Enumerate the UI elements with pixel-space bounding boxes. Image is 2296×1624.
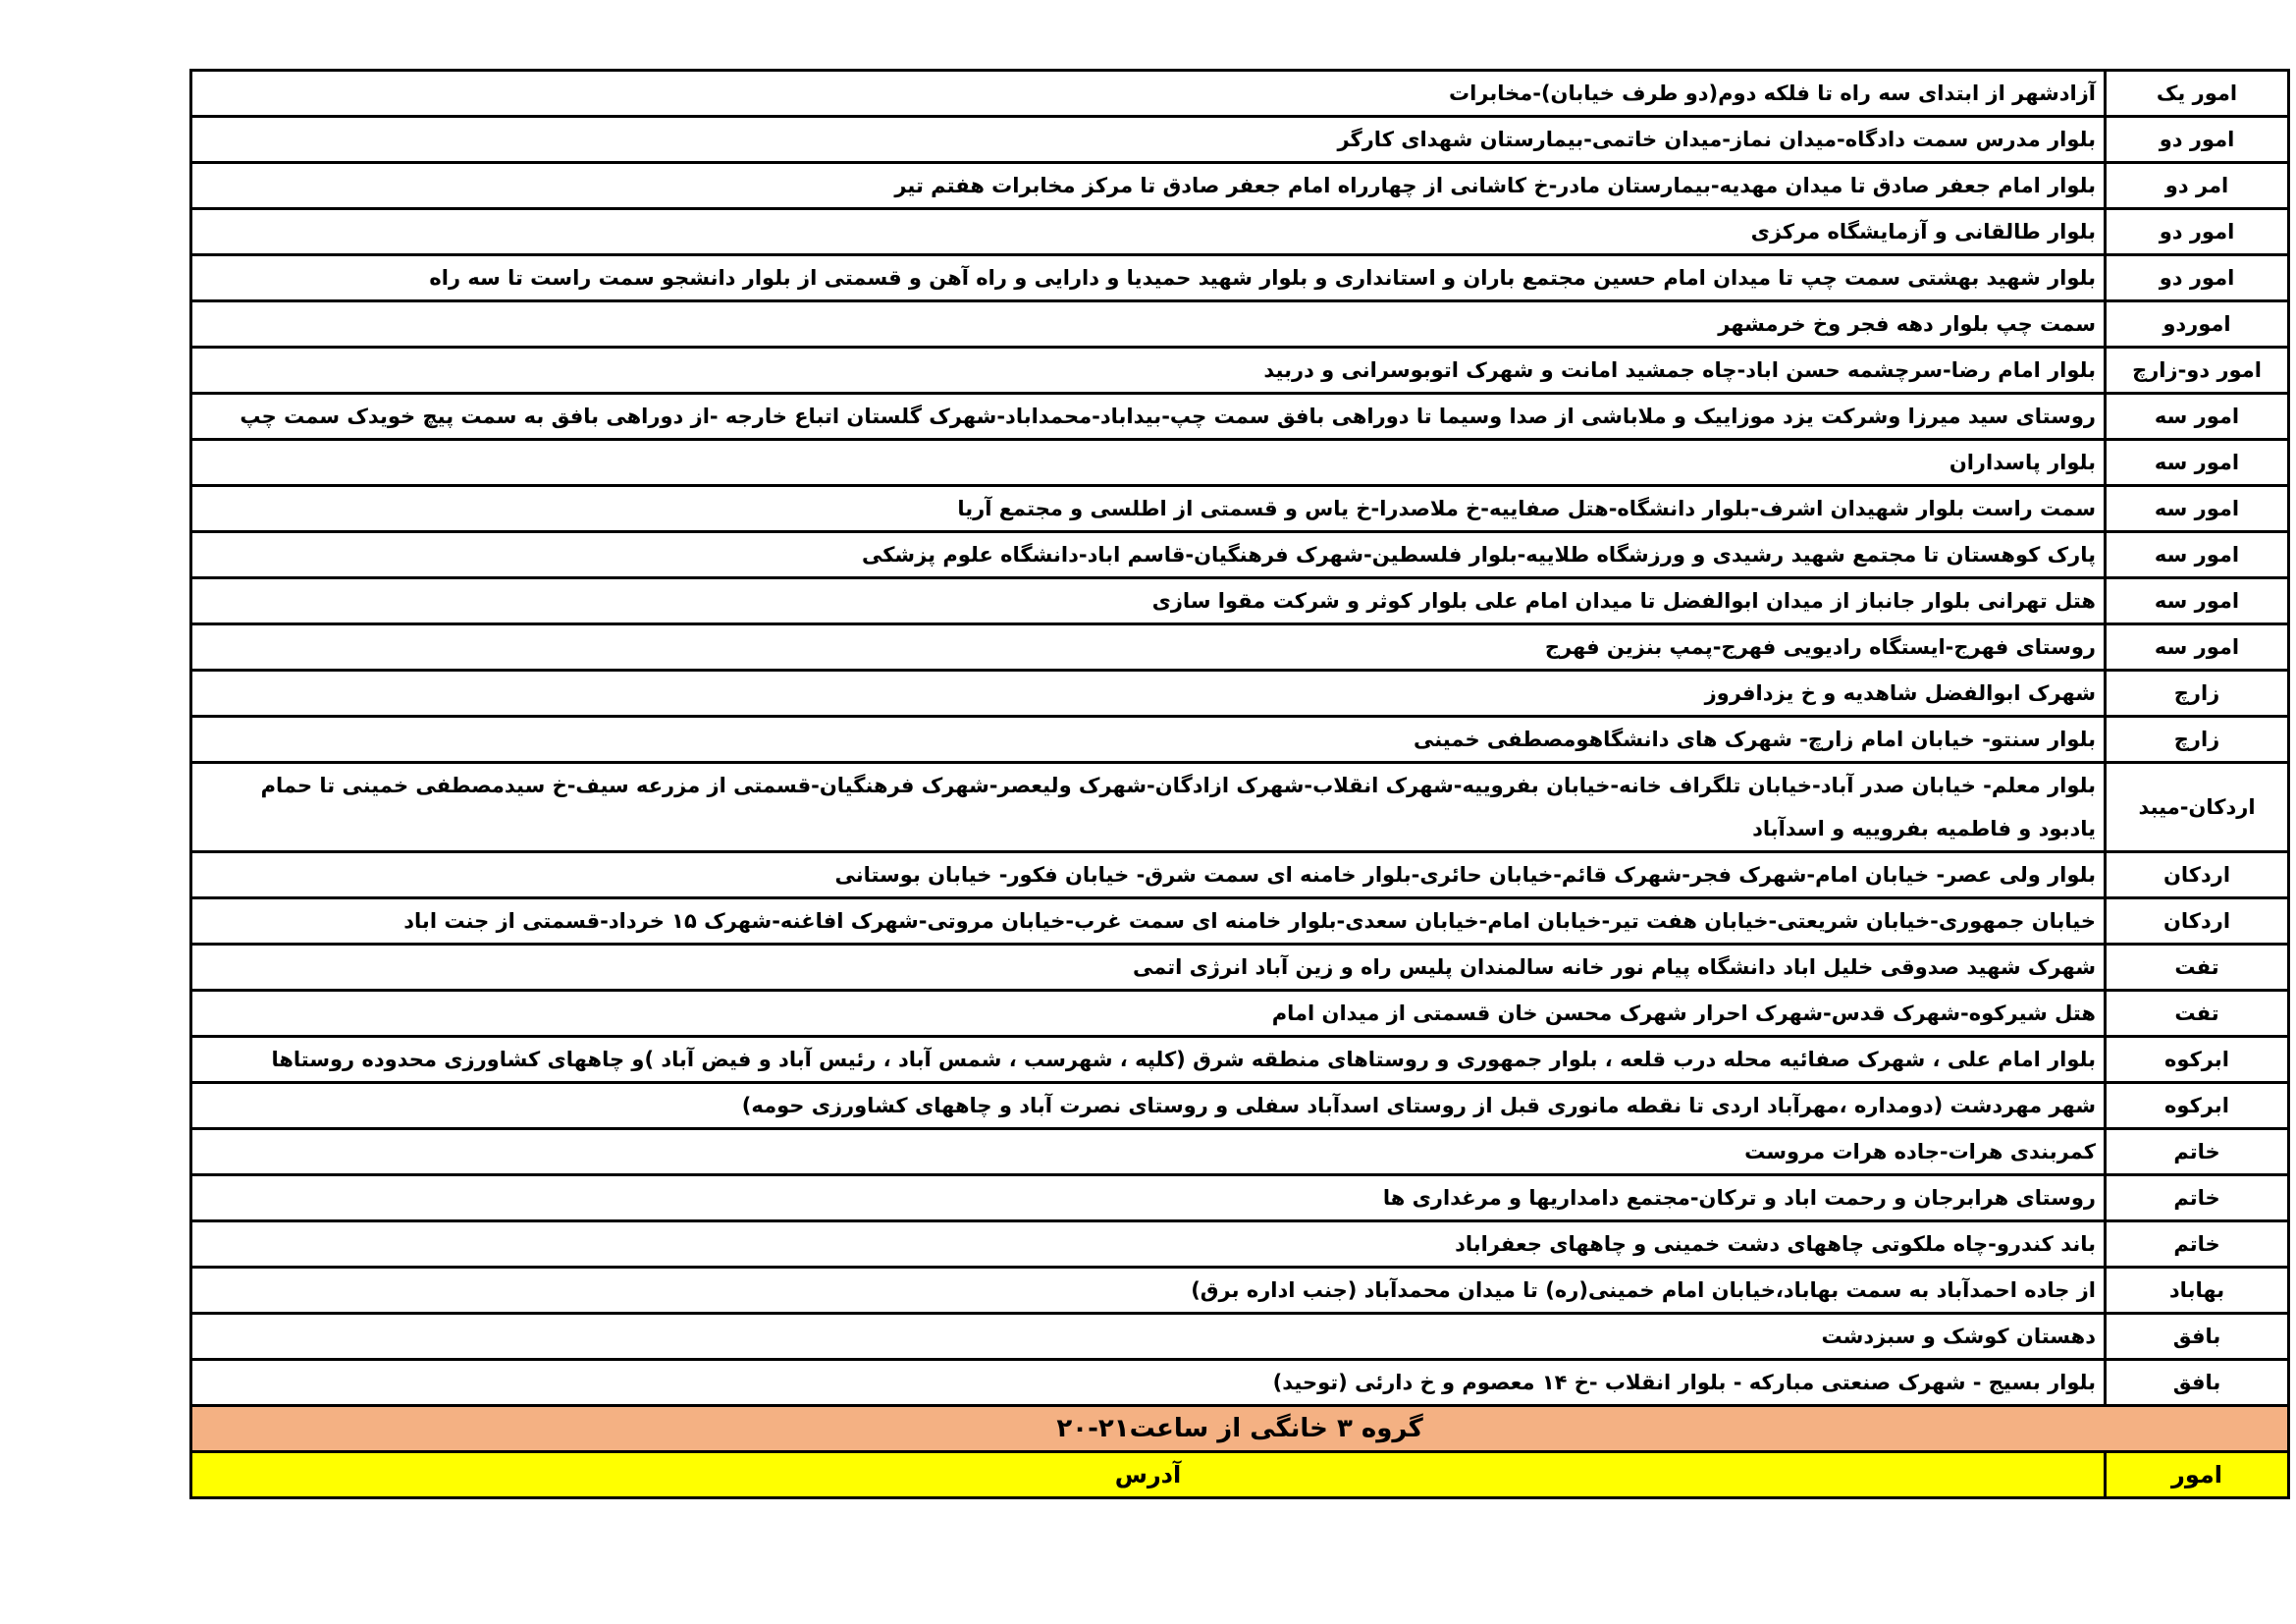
umur-cell: ابرکوه: [2106, 1037, 2289, 1083]
umur-cell: اردکان-میبد: [2106, 763, 2289, 852]
umur-cell: اردکان: [2106, 852, 2289, 898]
table-row: [191, 440, 2289, 486]
address-cell: باند کندرو-چاه ملکوتی چاههای دشت خمینی و چاههای جعفراباد: [191, 1221, 2106, 1268]
umur-cell: خاتم: [2106, 1221, 2289, 1268]
table-row: [191, 898, 2289, 945]
table-row: [191, 991, 2289, 1037]
umur-cell: بافق: [2106, 1314, 2289, 1360]
umur-cell: اردکان: [2106, 898, 2289, 945]
table-row: [191, 301, 2289, 348]
umur-cell: تفت: [2106, 991, 2289, 1037]
address-column-header: آدرس: [191, 1452, 2106, 1498]
address-cell: دهستان کوشک و سبزدشت: [191, 1314, 2106, 1360]
address-cell: بلوار امام رضا-سرچشمه حسن اباد-چاه جمشید امانت و شهرک اتوبوسرانی و دربید: [191, 348, 2106, 394]
address-cell: روستای هرابرجان و رحمت اباد و ترکان-مجتمع دامداریها و مرغداری ها: [191, 1175, 2106, 1221]
umur-cell: تفت: [2106, 945, 2289, 991]
table-row: [191, 763, 2289, 852]
umur-cell: زارچ: [2106, 717, 2289, 763]
address-cell: از جاده احمدآباد به سمت بهاباد،خیابان امام خمینی(ره) تا میدان محمدآباد (جنب اداره برق): [191, 1268, 2106, 1314]
address-cell: روستای سید میرزا وشرکت یزد موزاییک و ملاباشی از صدا وسیما تا دوراهی بافق سمت چپ-بیداباد-محمداباد-شهرک گلستان اتباع خارجه -از دوراهی بافق به سمت پیچ خویدک سمت چپ: [191, 394, 2106, 440]
table-row: [191, 163, 2289, 209]
table-row: [191, 486, 2289, 532]
umur-cell: امور سه: [2106, 624, 2289, 671]
table-row: [191, 717, 2289, 763]
umur-cell: امور دو: [2106, 209, 2289, 255]
table-row: [191, 348, 2289, 394]
address-cell: هتل تهرانی بلوار جانباز از میدان ابوالفضل تا میدان امام علی بلوار کوثر و شرکت مقوا سازی: [191, 578, 2106, 624]
umur-cell: امر دو: [2106, 163, 2289, 209]
column-header-row: [191, 1452, 2289, 1498]
address-cell: آزادشهر از ابتدای سه راه تا فلکه دوم(دو طرف خیابان)-مخابرات: [191, 71, 2106, 117]
address-cell: روستای فهرج-ایستگاه رادیویی فهرج-پمپ بنزین فهرج: [191, 624, 2106, 671]
group-title-row: [191, 1406, 2289, 1452]
address-cell: پارک کوهستان تا مجتمع شهید رشیدی و ورزشگاه طلاییه-بلوار فلسطین-شهرک فرهنگیان-قاسم اباد-دانشگاه علوم پزشکی: [191, 532, 2106, 578]
address-cell: شهر مهردشت (دومداره ،مهرآباد اردی تا نقطه مانوری قبل از روستای اسدآباد سفلی و روستای نصرت آباد و چاههای کشاورزی حومه): [191, 1083, 2106, 1129]
umur-cell: بهاباد: [2106, 1268, 2289, 1314]
address-cell: بلوار امام جعفر صادق تا میدان مهدیه-بیمارستان مادر-خ کاشانی از چهارراه امام جعفر صادق تا مرکز مخابرات هفتم تیر: [191, 163, 2106, 209]
address-cell: بلوار طالقانی و آزمایشگاه مرکزی: [191, 209, 2106, 255]
table-row: [191, 117, 2289, 163]
outage-schedule-table: [189, 69, 2290, 1499]
umur-cell: امور سه: [2106, 440, 2289, 486]
address-cell: بلوار شهید بهشتی سمت چپ تا میدان امام حسین مجتمع باران و استانداری و بلوار شهید حمیدیا و دارایی و راه آهن و قسمتی از بلوار دانشجو سمت راست تا سه راه: [191, 255, 2106, 301]
umur-cell: بافق: [2106, 1360, 2289, 1406]
umur-column-header: امور: [2106, 1452, 2289, 1498]
address-cell: هتل شیرکوه-شهرک قدس-شهرک احرار شهرک محسن خان قسمتی از میدان امام: [191, 991, 2106, 1037]
umur-cell: امور سه: [2106, 532, 2289, 578]
address-cell: سمت چپ بلوار دهه فجر وخ خرمشهر: [191, 301, 2106, 348]
address-cell: بلوار بسیج - شهرک صنعتی مبارکه - بلوار انقلاب -خ ۱۴ معصوم و خ دارئی (توحید): [191, 1360, 2106, 1406]
address-cell: بلوار امام علی ، شهرک صفائیه محله درب قلعه ، بلوار جمهوری و روستاهای منطقه شرق (کلپه ، شهرسب ، شمس آباد ، رئیس آباد و فیض آباد )و چاههای کشاورزی محدوده روستاها: [191, 1037, 2106, 1083]
table-row: [191, 852, 2289, 898]
table-row: [191, 1175, 2289, 1221]
table-row: [191, 578, 2289, 624]
table-row: [191, 71, 2289, 117]
table-row: [191, 1268, 2289, 1314]
table-row: [191, 671, 2289, 717]
umur-cell: خاتم: [2106, 1129, 2289, 1175]
group-title: گروه ۳ خانگی از ساعت۲۱-۲۰: [191, 1406, 2289, 1452]
table-row: [191, 1083, 2289, 1129]
address-cell: خیابان جمهوری-خیابان شریعتی-خیابان هفت تیر-خیابان امام-خیابان سعدی-بلوار خامنه ای سمت غرب-خیابان مروتی-شهرک افاغنه-شهرک ۱۵ خرداد-قسمتی از جنت اباد: [191, 898, 2106, 945]
umur-cell: امور دو-زارچ: [2106, 348, 2289, 394]
address-cell: شهرک ابوالفضل شاهدیه و خ یزدافروز: [191, 671, 2106, 717]
umur-cell: خاتم: [2106, 1175, 2289, 1221]
umur-cell: امور سه: [2106, 394, 2289, 440]
table-row: [191, 1314, 2289, 1360]
address-cell: بلوار معلم- خیابان صدر آباد-خیابان تلگراف خانه-خیابان بفروییه-شهرک انقلاب-شهرک ازادگان-شهرک ولیعصر-شهرک فرهنگیان-قسمتی از مزرعه سیف-خ سیدمصطفی خمینی تا حمام یادبود و فاطمیه بفروییه و اسدآباد: [191, 763, 2106, 852]
table-row: [191, 1129, 2289, 1175]
table-row: [191, 1360, 2289, 1406]
address-cell: بلوار مدرس سمت دادگاه-میدان نماز-میدان خاتمی-بیمارستان شهدای کارگر: [191, 117, 2106, 163]
address-cell: کمربندی هرات-جاده هرات مروست: [191, 1129, 2106, 1175]
table-row: [191, 209, 2289, 255]
address-cell: بلوار سنتو- خیابان امام زارچ- شهرک های دانشگاهومصطفی خمینی: [191, 717, 2106, 763]
umur-cell: امور دو: [2106, 255, 2289, 301]
umur-cell: زارچ: [2106, 671, 2289, 717]
address-cell: بلوار ولی عصر- خیابان امام-شهرک فجر-شهرک قائم-خیابان حائری-بلوار خامنه ای سمت شرق- خیابان فکور- خیابان بوستانی: [191, 852, 2106, 898]
umur-cell: امور سه: [2106, 486, 2289, 532]
table-row: [191, 624, 2289, 671]
umur-cell: امور دو: [2106, 117, 2289, 163]
address-cell: بلوار پاسداران: [191, 440, 2106, 486]
address-cell: سمت راست بلوار شهیدان اشرف-بلوار دانشگاه-هتل صفاییه-خ ملاصدرا-خ یاس و قسمتی از اطلسی و مجتمع آریا: [191, 486, 2106, 532]
umur-cell: امور یک: [2106, 71, 2289, 117]
table-row: [191, 532, 2289, 578]
table-row: [191, 394, 2289, 440]
address-cell: شهرک شهید صدوقی خلیل اباد دانشگاه پیام نور خانه سالمندان پلیس راه و زین آباد انرژی اتمی: [191, 945, 2106, 991]
umur-cell: ابرکوه: [2106, 1083, 2289, 1129]
table-row: [191, 255, 2289, 301]
table-row: [191, 1221, 2289, 1268]
umur-cell: امور سه: [2106, 578, 2289, 624]
table-row: [191, 1037, 2289, 1083]
umur-cell: اموردو: [2106, 301, 2289, 348]
table-body: [191, 71, 2289, 1406]
table-row: [191, 945, 2289, 991]
